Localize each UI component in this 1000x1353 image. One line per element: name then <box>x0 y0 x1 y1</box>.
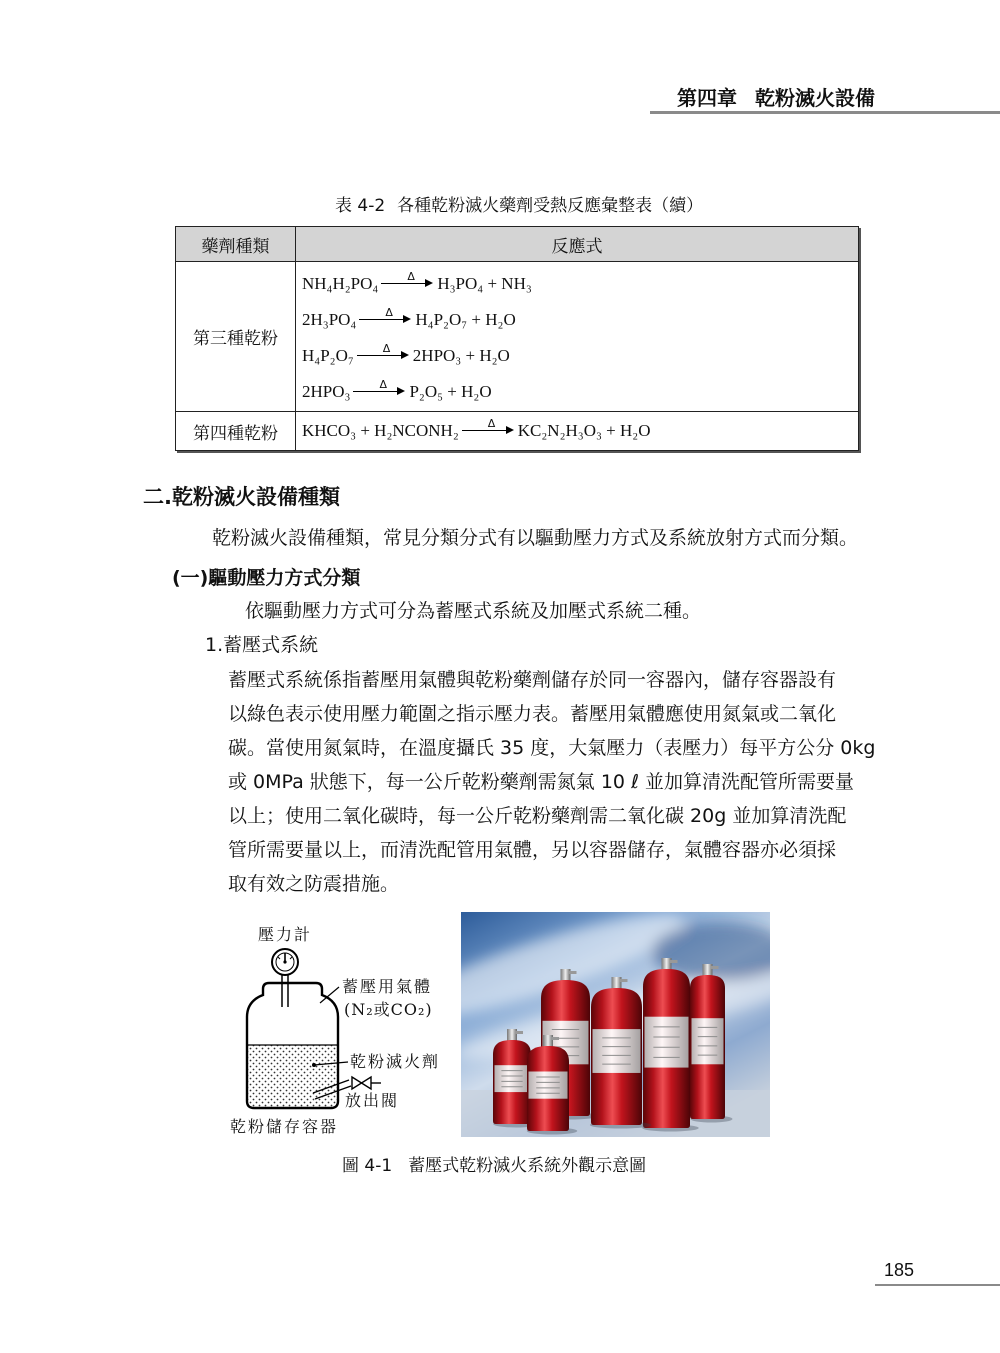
reactants: 2H₃PO₄ <box>302 310 357 329</box>
heat-arrow-icon <box>357 341 407 356</box>
agent-type-cell: 第四種乾粉 <box>176 412 296 451</box>
header-agent-type: 藥劑種類 <box>176 227 296 262</box>
heat-condition: Δ <box>407 269 415 283</box>
cylinder-label <box>529 1072 568 1099</box>
cylinder-valve-handle <box>569 971 577 974</box>
heat-arrow-icon <box>359 305 409 320</box>
chapter-number: 第四章 <box>677 86 737 110</box>
table-header-row <box>176 227 859 262</box>
cylinder-label <box>495 1065 530 1092</box>
header-rule <box>650 111 1000 114</box>
page-number: 185 <box>884 1260 915 1280</box>
reaction-equation <box>302 266 858 302</box>
cylinder-label <box>692 1018 724 1064</box>
heat-arrow-icon <box>353 377 403 392</box>
gas-label: 蓄壓用氣體 <box>342 977 433 996</box>
figure-caption <box>342 1154 646 1178</box>
cylinder-valve <box>662 958 672 970</box>
reaction-table <box>175 226 859 451</box>
footer-rule <box>875 1284 1000 1286</box>
header-reaction: 反應式 <box>296 227 859 262</box>
cylinder-label <box>645 1017 689 1068</box>
reactants: KHCO₃ + H₂NCONH₂ <box>302 421 459 440</box>
heat-condition: Δ <box>385 305 393 319</box>
powder-fill <box>248 1045 337 1107</box>
cylinder-valve-handle <box>620 979 628 982</box>
heat-arrow-icon <box>381 269 431 284</box>
heat-arrow-icon <box>462 416 512 431</box>
paragraph-line: 管所需要量以上，而清洗配管用氣體，另以容器儲存，氣體容器亦必須採 <box>228 839 837 861</box>
running-header <box>677 85 875 111</box>
powder-label: 乾粉滅火劑 <box>350 1052 441 1071</box>
valve-icon <box>352 1077 371 1089</box>
paragraph-line: 以綠色表示使用壓力範圍之指示壓力表。蓄壓用氣體應使用氮氣或二氧化 <box>228 703 837 725</box>
extinguisher-photo <box>461 912 770 1137</box>
reaction-cell <box>296 262 859 412</box>
table-caption-label: 表 4-2 <box>335 196 386 216</box>
figure-caption-label: 圖 4-1 <box>342 1156 393 1176</box>
gas-formula-label: (N₂或CO₂) <box>344 1000 433 1019</box>
paragraph-line: 碳。當使用氮氣時，在溫度攝氏 35 度，大氣壓力（表壓力）每平方公分 0kg <box>228 737 876 759</box>
valve-label: 放出閥 <box>345 1091 400 1110</box>
paragraph-line: 或 0MPa 狀態下，每一公斤乾粉藥劑需氮氣 10 ℓ 並加算清洗配管所需要量 <box>228 771 854 793</box>
reaction-equation <box>302 374 858 410</box>
gauge-label: 壓力計 <box>258 925 313 944</box>
reaction-equation <box>302 338 858 374</box>
item-heading: 1.蓄壓式系統 <box>205 634 319 656</box>
cylinder-valve <box>561 969 571 981</box>
table-row <box>176 262 859 412</box>
heat-condition: Δ <box>487 416 496 430</box>
table-caption-text: 各種乾粉滅火藥劑受熱反應彙整表（續） <box>397 196 704 216</box>
table-row <box>176 412 859 451</box>
reactants: H₄P₂O₇ <box>302 346 354 365</box>
section-heading: 二.乾粉滅火設備種類 <box>143 485 340 509</box>
reactants: NH₄H₂PO₄ <box>302 274 379 293</box>
heat-condition: Δ <box>382 341 391 355</box>
reaction-cell <box>296 412 859 451</box>
container-label: 乾粉儲存容器 <box>230 1117 339 1136</box>
reactants: 2HPO₃ <box>302 382 351 401</box>
cylinder-valve-handle <box>515 1031 523 1034</box>
cylinder-label <box>593 1029 641 1073</box>
cylinder-valve-handle <box>711 966 719 969</box>
paragraph-line: 蓄壓式系統係指蓄壓用氣體與乾粉藥劑儲存於同一容器內，儲存容器設有 <box>228 669 837 691</box>
cylinder-valve <box>543 1035 553 1047</box>
reaction-equation <box>302 413 858 449</box>
item-paragraph <box>228 663 875 901</box>
products: 2HPO₃ + H₂O <box>412 346 510 365</box>
chapter-title: 乾粉滅火設備 <box>755 86 875 110</box>
paragraph-line: 取有效之防震措施。 <box>228 873 400 895</box>
reaction-equation <box>302 302 858 338</box>
table-caption <box>335 194 703 218</box>
cylinder-valve <box>612 977 622 989</box>
cylinder-valve <box>703 964 713 976</box>
products: KC₂N₂H₃O₃ + H₂O <box>517 421 651 440</box>
subsection-intro: 依驅動壓力方式可分為蓄壓式系統及加壓式系統二種。 <box>245 600 702 622</box>
pressure-gauge-icon <box>272 949 298 975</box>
products: H₃PO₄ + NH₃ <box>437 274 532 293</box>
stored-pressure-diagram <box>225 915 450 1140</box>
agent-type-cell: 第三種乾粉 <box>176 262 296 412</box>
figure-caption-text: 蓄壓式乾粉滅火系統外觀示意圖 <box>408 1156 647 1176</box>
cylinder-valve <box>507 1029 517 1041</box>
heat-condition: Δ <box>379 377 387 391</box>
products: P₂O₅ + H₂O <box>409 382 492 401</box>
products: H₄P₂O₇ + H₂O <box>415 310 516 329</box>
section-intro: 乾粉滅火設備種類，常見分類分式有以驅動壓力方式及系統放射方式而分類。 <box>212 527 859 549</box>
cylinder-valve-handle <box>670 960 678 963</box>
paragraph-line: 以上；使用二氧化碳時，每一公斤乾粉藥劑需二氧化碳 20g 並加算清洗配 <box>228 805 847 827</box>
cylinder-valve-handle <box>551 1037 559 1040</box>
subsection-heading: (一)驅動壓力方式分類 <box>172 567 361 589</box>
